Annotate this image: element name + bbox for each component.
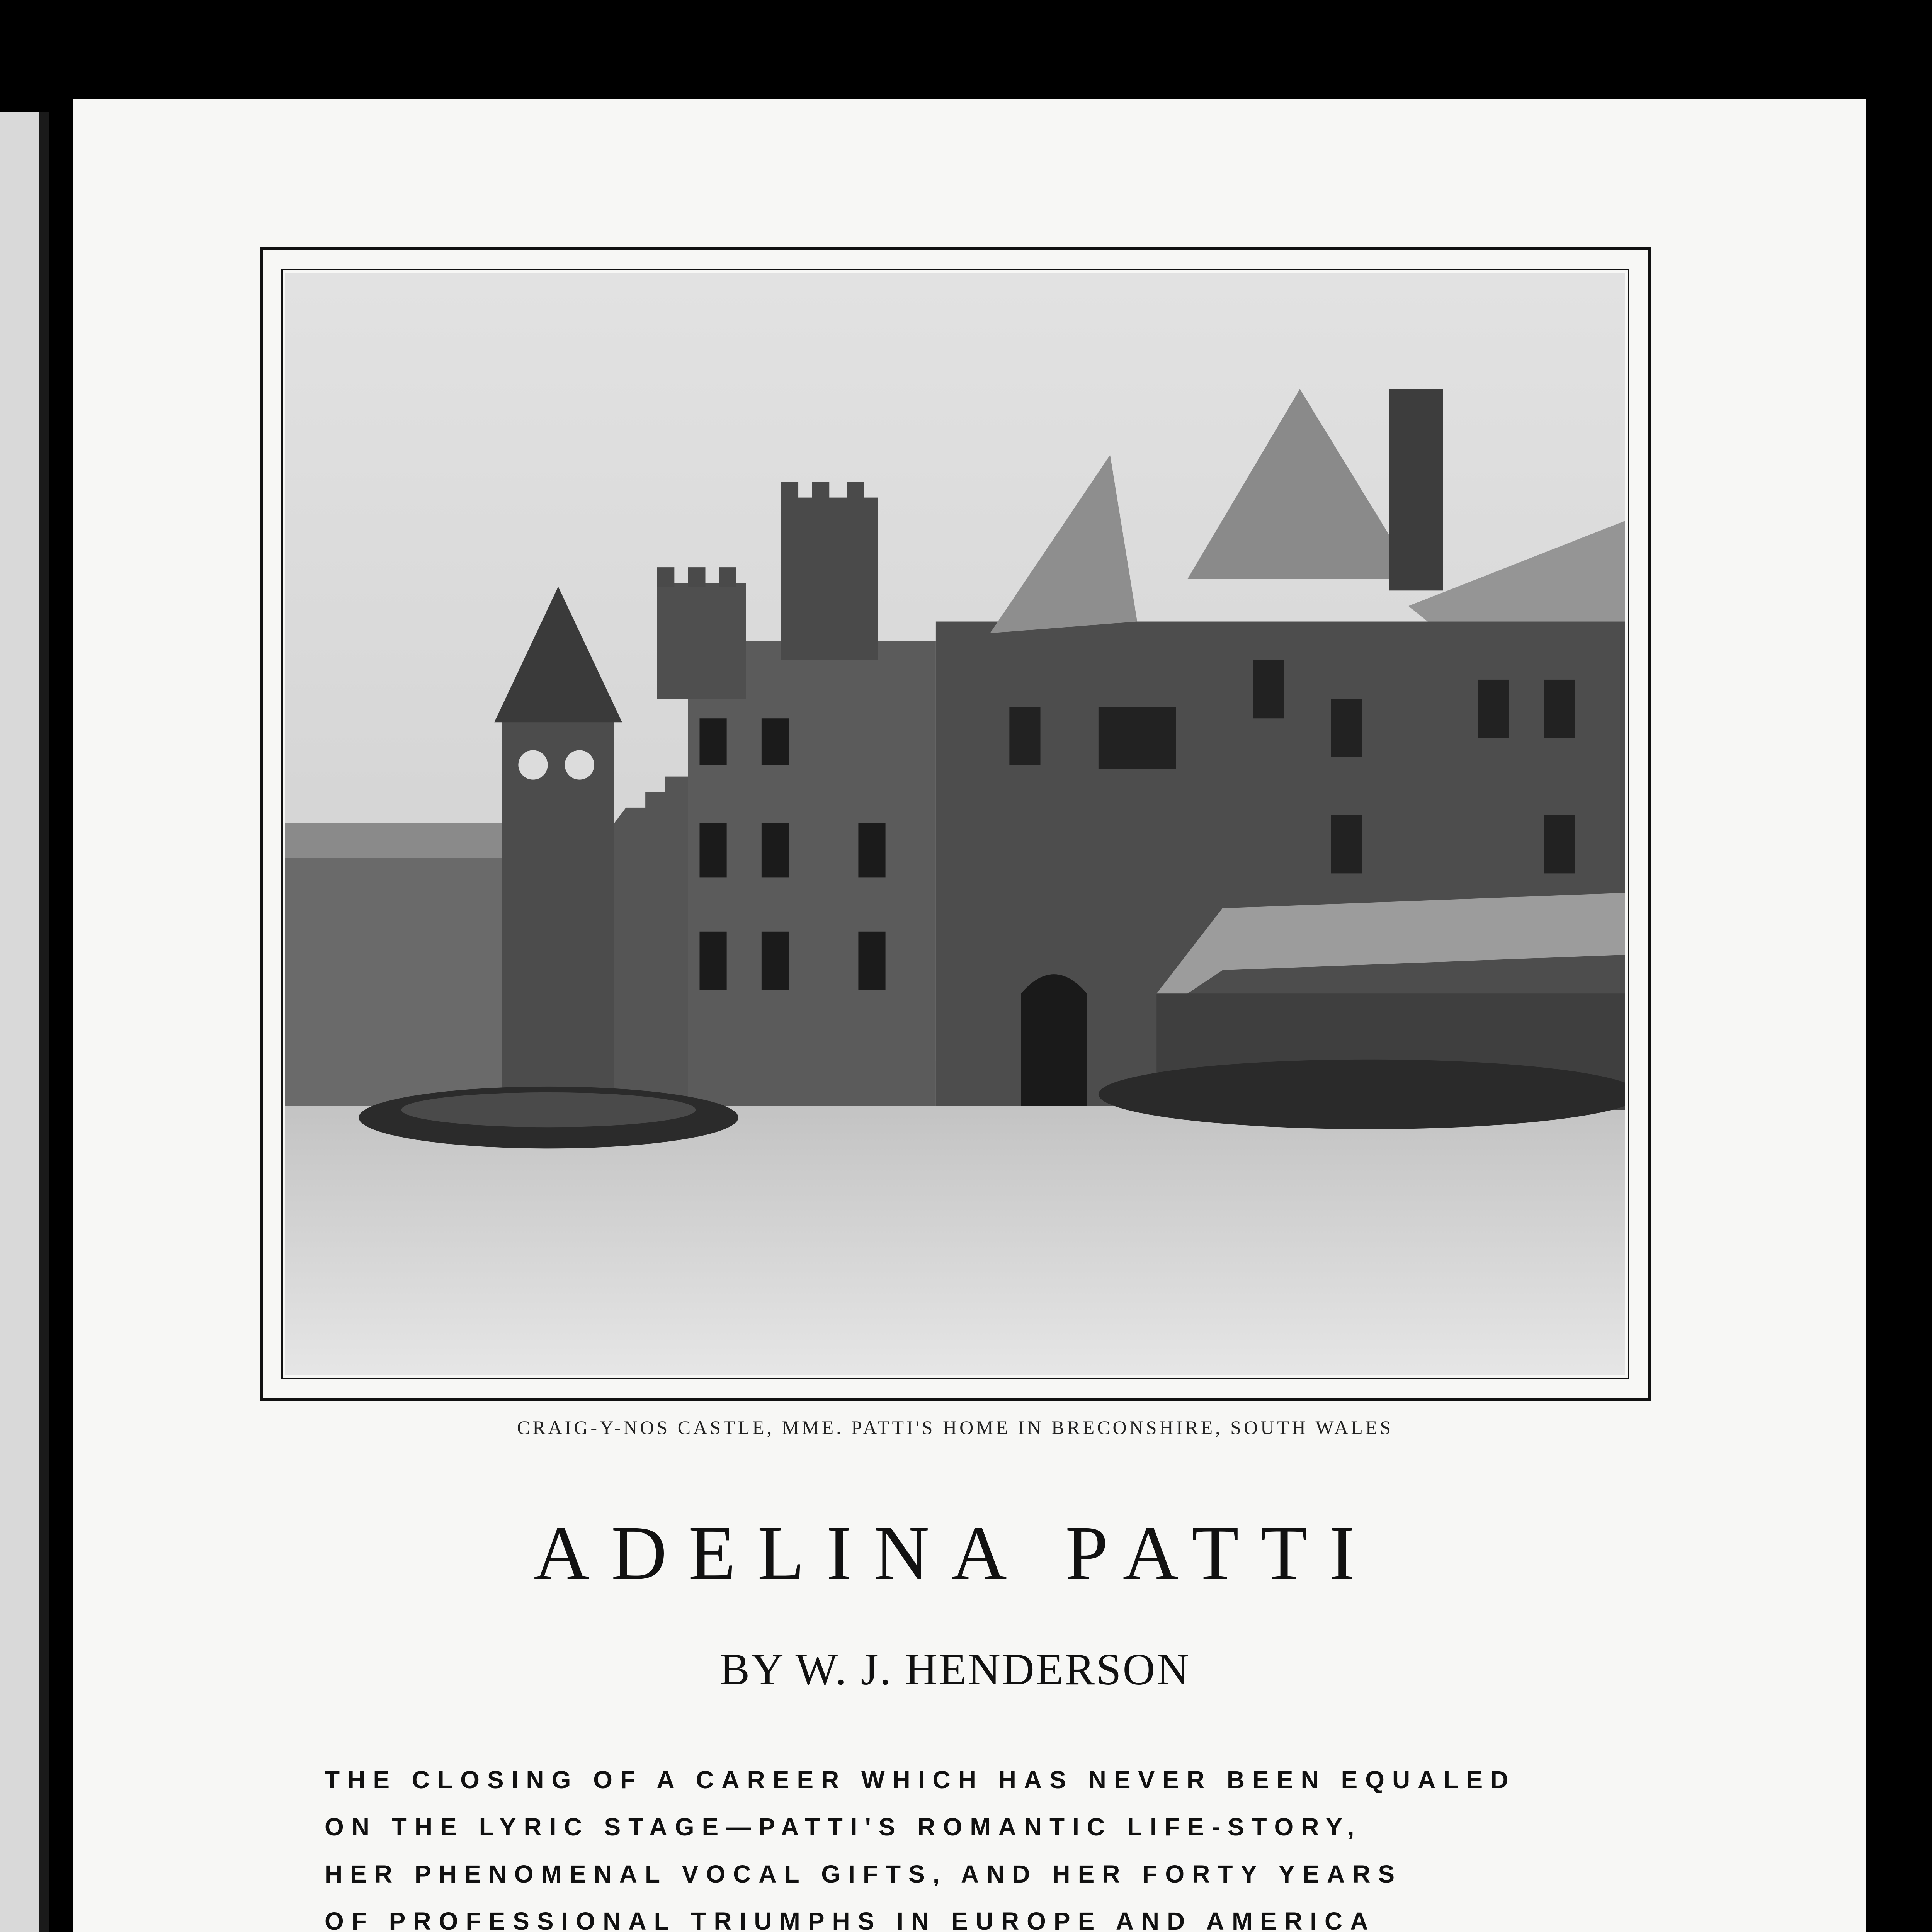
photo-frame [260, 247, 1651, 1401]
deck-line: HER PHENOMENAL VOCAL GIFTS, AND HER FORTY YEARS [325, 1860, 1403, 1888]
deck-line: ON THE LYRIC STAGE—PATTI'S ROMANTIC LIFE-STORY, [325, 1813, 1362, 1841]
deck-line: THE CLOSING OF A CAREER WHICH HAS NEVER BEEN EQUALED [325, 1766, 1516, 1794]
deck-line: OF PROFESSIONAL TRIUMPHS IN EUROPE AND AMERICA [325, 1907, 1376, 1932]
article-title: ADELINA PATTI [534, 1510, 1377, 1596]
previous-page-edge [0, 112, 41, 1932]
castle-photo [285, 273, 1625, 1375]
castle-illustration [285, 273, 1625, 1375]
article-deck [325, 1756, 1654, 1932]
magazine-page [73, 99, 1866, 1932]
binding-spine [39, 112, 49, 1932]
photo-caption: CRAIG-Y-NOS CASTLE, MME. PATTI'S HOME IN BRECONSHIRE, SOUTH WALES [517, 1417, 1394, 1438]
article-byline: BY W. J. HENDERSON [719, 1645, 1191, 1694]
